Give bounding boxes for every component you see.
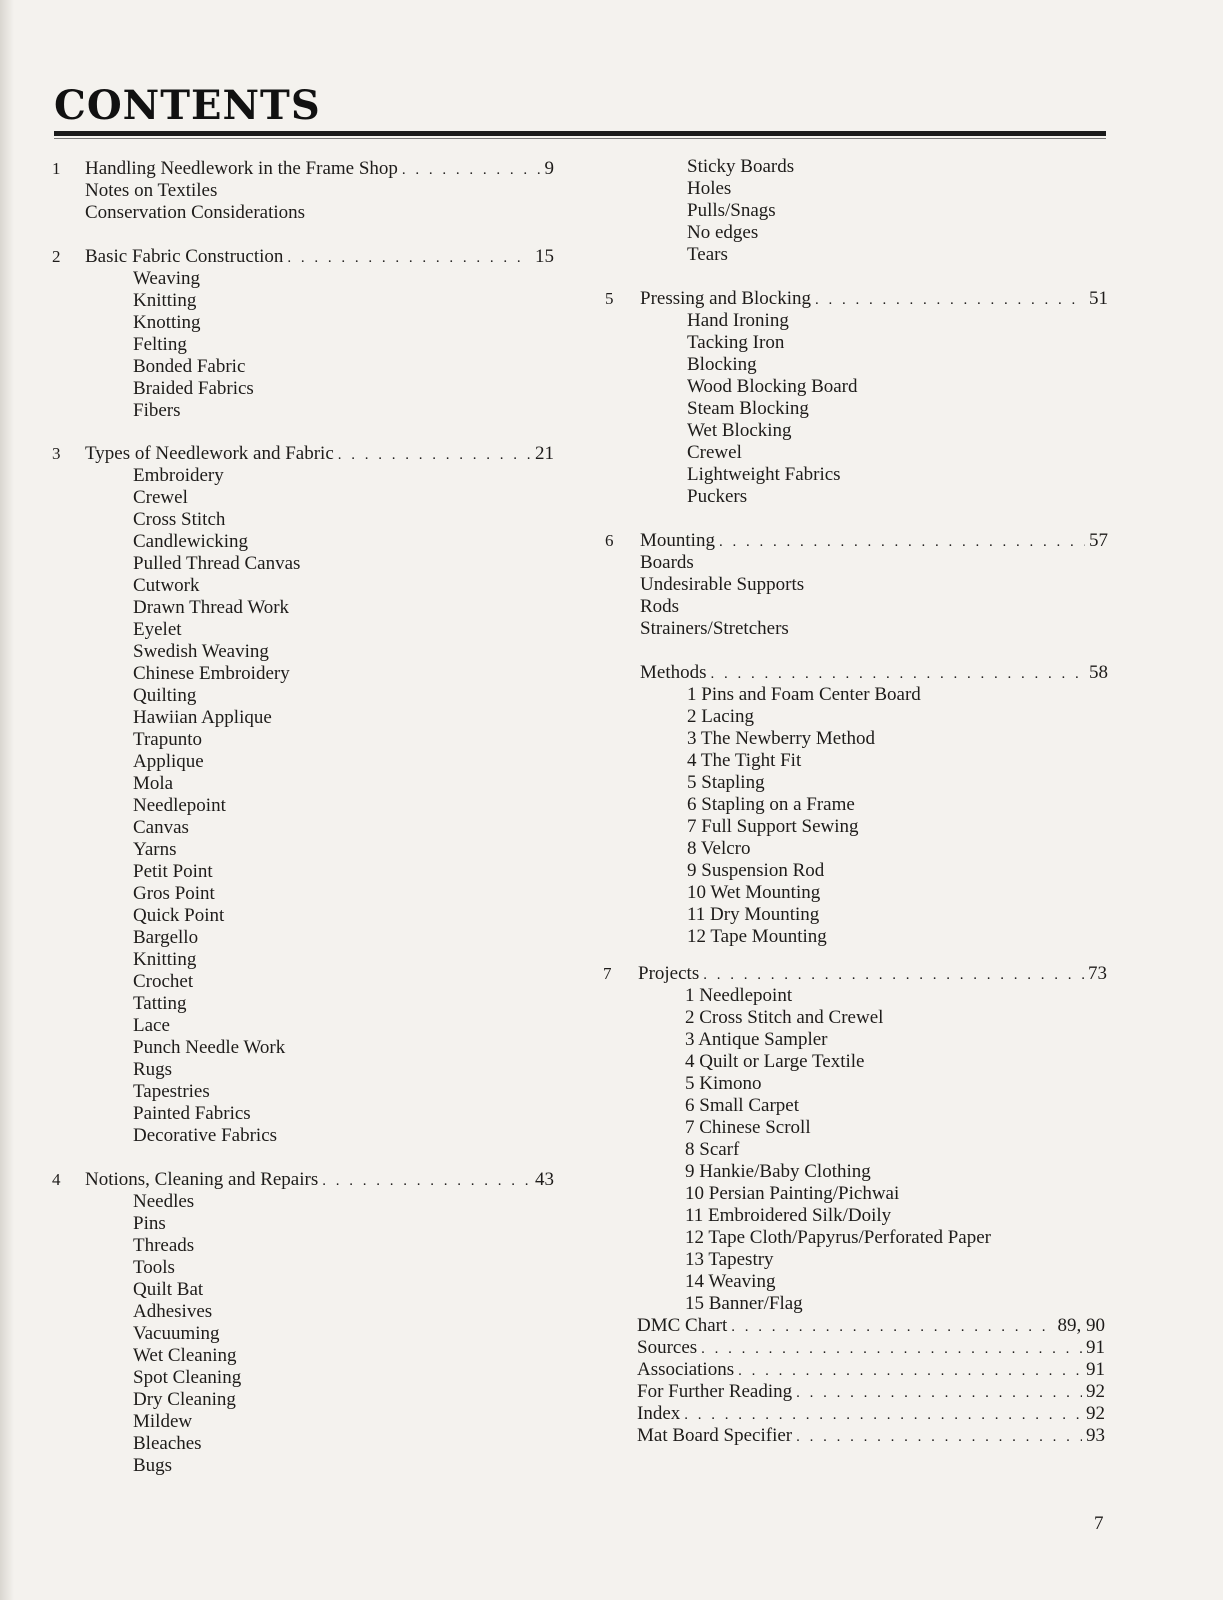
subsection-item: Candlewicking (133, 531, 249, 552)
chapter-4-number: 4 (52, 1169, 61, 1189)
page-title: CONTENTS (54, 82, 321, 129)
subsection-item: Fibers (133, 399, 181, 421)
section-item: Boards (640, 552, 694, 573)
method-item: 6 Stapling on a Frame (687, 794, 855, 815)
spacer (0, 266, 991, 288)
chapter-6-title: Mounting (640, 530, 715, 551)
back-matter-title: DMC Chart (637, 1315, 728, 1336)
subsection-item: Lace (133, 1015, 170, 1036)
chapter-2-title: Basic Fabric Construction (85, 245, 284, 267)
back-matter-leader (738, 1360, 1082, 1382)
subsection-item: Wet Cleaning (133, 1344, 237, 1366)
subsection-item: Petit Point (133, 861, 213, 882)
subsection-item: Weaving (133, 267, 201, 289)
subsection-item: Bleaches (133, 1432, 202, 1454)
subsection-item: No edges (687, 222, 759, 243)
project-item: 2 Cross Stitch and Crewel (685, 1007, 884, 1028)
back-matter-title: Associations (637, 1359, 735, 1380)
subsection-item: Quilt Bat (133, 1278, 204, 1300)
method-item: 11 Dry Mounting (687, 904, 820, 925)
spacer (0, 948, 991, 963)
subsection-item: Decorative Fabrics (133, 1125, 278, 1146)
subsection-item: Tools (133, 1256, 175, 1278)
chapter-7-heading (638, 963, 1107, 986)
method-item: 5 Stapling (687, 772, 765, 793)
subsection-item: Pulled Thread Canvas (133, 553, 301, 574)
chapter-4-continued (0, 156, 991, 266)
chapter-6-leader (719, 531, 1085, 553)
title-rule (54, 131, 1106, 136)
chapter-6 (0, 530, 1108, 948)
subsection-item: Crewel (687, 442, 742, 463)
subsection-item: Spot Cleaning (133, 1366, 242, 1388)
back-matter-heading (637, 1381, 1105, 1404)
subsection-item: Trapunto (133, 729, 202, 750)
chapter-4-page: 43 (535, 1168, 554, 1190)
section-item: Strainers/Stretchers (640, 618, 789, 639)
subsection-item: Threads (133, 1234, 195, 1256)
chapter-5-title: Pressing and Blocking (640, 288, 811, 309)
project-item: 13 Tapestry (685, 1249, 774, 1270)
subsection-item: Canvas (133, 817, 189, 838)
subsection-item: Lightweight Fabrics (687, 464, 841, 485)
subsection-item: Embroidery (133, 465, 224, 486)
subsection-item: Cross Stitch (133, 509, 226, 530)
chapter-1-number: 1 (52, 159, 61, 178)
project-item: 5 Kimono (685, 1073, 762, 1094)
subsection-item: Swedish Weaving (133, 641, 269, 662)
chapter-3-number: 3 (52, 444, 61, 463)
chapter-5-leader (815, 289, 1085, 311)
method-item: 2 Lacing (687, 706, 755, 727)
subsection-item: Bargello (133, 927, 199, 948)
project-item: 6 Small Carpet (685, 1095, 799, 1116)
subsection-item: Punch Needle Work (133, 1037, 286, 1058)
subsection-item: Wood Blocking Board (687, 376, 858, 397)
back-matter-entry (0, 1381, 1105, 1403)
project-item: 4 Quilt or Large Textile (685, 1051, 865, 1072)
subsection-item: Tears (687, 244, 728, 265)
chapter-5-number: 5 (605, 289, 614, 308)
project-item: 14 Weaving (685, 1271, 776, 1292)
back-matter-entry (0, 1403, 1105, 1425)
back-matter-entry (0, 1337, 1105, 1359)
subsection-item: Knitting (133, 949, 197, 970)
chapter-5-entry (0, 288, 1108, 310)
subsection-item: Adhesives (133, 1300, 213, 1322)
spacer (0, 508, 991, 530)
project-item: 9 Hankie/Baby Clothing (685, 1161, 871, 1182)
method-item: 1 Pins and Foam Center Board (687, 684, 921, 705)
chapter-3-page: 21 (535, 443, 554, 464)
subsection-item: Braided Fabrics (133, 377, 254, 399)
subsection-item: Puckers (687, 486, 748, 507)
subsection-item: Tapestries (133, 1081, 210, 1102)
methods-leader (711, 663, 1086, 685)
subsection-item: Pins (133, 1212, 166, 1234)
back-matter-leader (731, 1316, 1053, 1338)
back-matter-page: 89, 90 (1057, 1315, 1105, 1336)
subsection-item: Rugs (133, 1059, 173, 1080)
subsection-item: Painted Fabrics (133, 1103, 251, 1124)
back-matter-entry (0, 1425, 1105, 1447)
subsection-item: Applique (133, 751, 204, 772)
project-item: 11 Embroidered Silk/Doily (685, 1205, 892, 1226)
project-item: 3 Antique Sampler (685, 1029, 828, 1050)
subsection-item: Sticky Boards (687, 156, 795, 177)
back-matter-leader (701, 1338, 1082, 1360)
chapter-7-number: 7 (603, 964, 612, 983)
subsection-item: Hand Ironing (687, 310, 789, 331)
methods-heading (640, 662, 1108, 685)
method-item: 9 Suspension Rod (687, 860, 825, 881)
subsection-item: Knotting (133, 311, 201, 333)
subsection-item: Tatting (133, 993, 187, 1014)
methods-page: 58 (1089, 662, 1108, 683)
back-matter-title: Index (637, 1403, 681, 1424)
chapter-4-title: Notions, Cleaning and Repairs (85, 1168, 319, 1190)
chapter-5 (0, 288, 1108, 508)
back-matter-title: Mat Board Specifier (637, 1425, 793, 1446)
subsection-item: Pulls/Snags (687, 200, 776, 221)
chapter-6-number: 6 (605, 531, 614, 550)
chapter-3-title: Types of Needlework and Fabric (85, 443, 334, 464)
section-item: Rods (640, 596, 680, 617)
subsection-item: Felting (133, 333, 187, 355)
method-item: 4 The Tight Fit (687, 750, 802, 771)
back-matter-title: Sources (637, 1337, 698, 1358)
subsection-item: Vacuuming (133, 1322, 220, 1344)
subsection-item: Holes (687, 178, 732, 199)
methods-entry (0, 662, 1108, 684)
spacer (0, 640, 991, 662)
subsection-item: Chinese Embroidery (133, 663, 290, 684)
back-matter-leader (796, 1426, 1082, 1448)
subsection-item: Wet Blocking (687, 420, 792, 441)
subsection-item: Bonded Fabric (133, 355, 246, 377)
back-matter-heading (637, 1337, 1105, 1360)
back-matter-entry (0, 1359, 1105, 1381)
project-item: 7 Chinese Scroll (685, 1117, 811, 1138)
subsection-item: Eyelet (133, 619, 182, 640)
subsection-item: Quick Point (133, 905, 225, 926)
chapter-7-leader (703, 964, 1084, 986)
chapter-1-title: Handling Needlework in the Frame Shop (85, 158, 398, 179)
subsection-item: Needlepoint (133, 795, 226, 816)
chapter-2-number: 2 (52, 246, 61, 266)
chapter-6-entry (0, 530, 1108, 552)
method-item: 10 Wet Mounting (687, 882, 821, 903)
chapter-7-page: 73 (1088, 963, 1107, 984)
subsection-item: Drawn Thread Work (133, 597, 290, 618)
subsection-item: Gros Point (133, 883, 215, 904)
right-column (0, 156, 1108, 1447)
section-item: Conservation Considerations (85, 202, 306, 223)
methods-title: Methods (640, 662, 707, 683)
back-matter-heading (637, 1403, 1105, 1426)
subsection-item: Blocking (687, 354, 757, 375)
project-item: 15 Banner/Flag (685, 1293, 803, 1314)
section-item: Undesirable Supports (640, 574, 805, 595)
subsection-item: Yarns (133, 839, 177, 860)
back-matter-page: 92 (1086, 1403, 1105, 1424)
chapter-6-page: 57 (1089, 530, 1108, 551)
section-item: Notes on Textiles (85, 180, 218, 201)
subsection-item: Steam Blocking (687, 398, 809, 419)
subsection-item: Knitting (133, 289, 197, 311)
chapter-5-page: 51 (1089, 288, 1108, 309)
subsection-item: Mildew (133, 1410, 193, 1432)
project-item: 1 Needlepoint (685, 985, 793, 1006)
page-number: 7 (1094, 1513, 1104, 1534)
subsection-item: Mola (133, 773, 174, 794)
back-matter-heading (637, 1315, 1105, 1338)
subsection-item: Dry Cleaning (133, 1388, 236, 1410)
chapter-2-page: 15 (535, 245, 554, 267)
back-matter-page: 91 (1086, 1337, 1105, 1358)
chapter-6-heading (640, 530, 1108, 553)
subsection-item: Quilting (133, 685, 197, 706)
back-matter-page: 91 (1086, 1359, 1105, 1380)
subsection-item: Crewel (133, 487, 188, 508)
back-matter-heading (637, 1359, 1105, 1382)
method-item: 3 The Newberry Method (687, 728, 876, 749)
subsection-item: Hawiian Applique (133, 707, 272, 728)
subsection-item: Needles (133, 1190, 195, 1212)
chapter-7 (0, 963, 1107, 1447)
chapter-7-title: Projects (638, 963, 700, 984)
project-item: 12 Tape Cloth/Papyrus/Perforated Paper (685, 1227, 991, 1248)
back-matter-entry (0, 1315, 1105, 1337)
subsection-item: Crochet (133, 971, 194, 992)
method-item: 8 Velcro (687, 838, 751, 859)
chapter-1-page: 9 (544, 158, 554, 179)
back-matter-page: 93 (1086, 1425, 1105, 1446)
back-matter-title: For Further Reading (637, 1381, 793, 1402)
title-rule-thin (54, 138, 1106, 139)
back-matter-heading (637, 1425, 1105, 1448)
back-matter-leader (684, 1404, 1082, 1426)
method-item: 7 Full Support Sewing (687, 816, 859, 837)
method-item: 12 Tape Mounting (687, 926, 827, 947)
project-item: 8 Scarf (685, 1139, 740, 1160)
back-matter-page: 92 (1086, 1381, 1105, 1402)
project-item: 10 Persian Painting/Pichwai (685, 1183, 900, 1204)
subsection-item: Cutwork (133, 575, 200, 596)
chapter-5-heading (640, 288, 1108, 311)
subsection-item: Bugs (133, 1454, 173, 1476)
back-matter-leader (796, 1382, 1082, 1404)
subsection-item: Tacking Iron (687, 332, 785, 353)
chapter-7-entry (0, 963, 1107, 985)
